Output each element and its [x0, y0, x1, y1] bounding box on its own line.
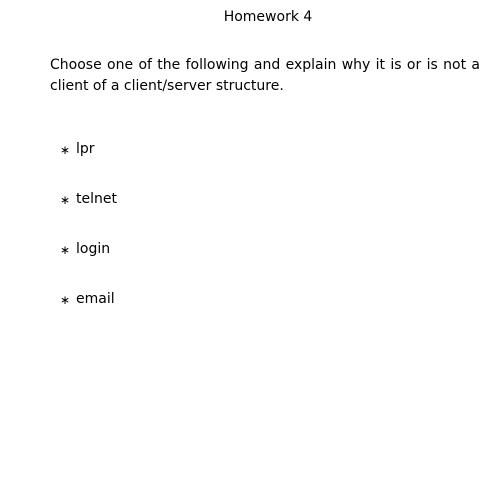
list-item-label: email [76, 291, 115, 307]
bullet-icon: ∗ [60, 243, 71, 257]
list-item-lpr [60, 124, 117, 174]
list-item-label: telnet [76, 191, 117, 207]
bullet-icon: ∗ [60, 143, 71, 157]
bullet-icon: ∗ [60, 193, 71, 207]
list-item-label: login [76, 241, 111, 257]
page-title: Homework 4 [223, 9, 313, 25]
bullet-icon: ∗ [60, 293, 71, 307]
list-item-label: lpr [76, 141, 95, 157]
list-item-login [60, 224, 117, 274]
options-list [60, 124, 117, 324]
list-item-email [60, 274, 117, 324]
assignment-prompt: Choose one of the following and explain why it is or is not a client of a client/server structure. [50, 57, 480, 94]
list-item-telnet [60, 174, 117, 224]
